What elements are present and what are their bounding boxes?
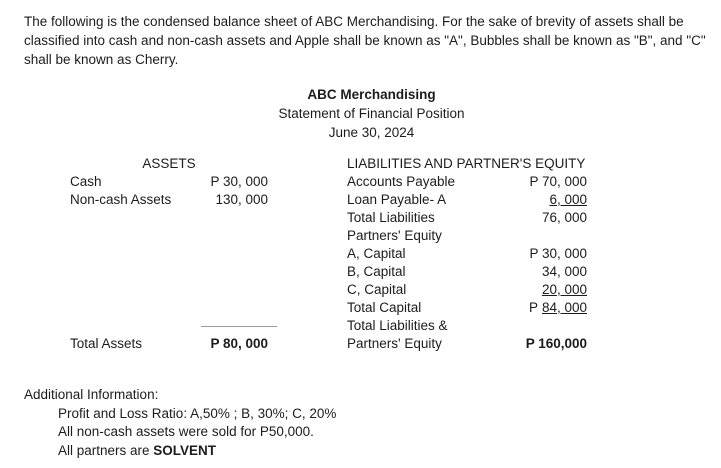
liabilities-equity-section-header: LIABILITIES AND PARTNER'S EQUITY	[347, 156, 586, 171]
loan-payable-amount	[495, 191, 587, 209]
cash-label: Cash	[70, 174, 102, 189]
loan-payable-amount-value: 6, 000	[549, 192, 587, 207]
intro-line-1: The following is the condensed balance sheet of ABC Merchandising. For the sake of brevity of assets shall be	[24, 14, 684, 29]
row-grand-total-label	[70, 317, 587, 335]
column-gap	[268, 191, 347, 209]
grand-total-label-line1: Total Liabilities &	[347, 318, 448, 333]
column-gap	[268, 173, 347, 191]
total-liabilities-amount: 76, 000	[541, 210, 587, 225]
row-noncash-loan-payable	[70, 191, 587, 209]
partners-equity-subheader: Partners' Equity	[347, 228, 442, 243]
balance-sheet-table	[70, 155, 587, 353]
total-assets-rule	[201, 326, 277, 327]
row-partners-equity-header	[70, 227, 587, 245]
intro-paragraph	[24, 12, 706, 69]
grand-total-amount: P 160,000	[525, 336, 587, 351]
total-capital-amount	[495, 299, 587, 317]
intro-line-2: classified into cash and non-cash assets and Apple shall be known as "A", Bubbles shall be known as "B", and "C"	[24, 33, 706, 48]
capital-c-label: C, Capital	[347, 282, 407, 297]
row-capital-b	[70, 263, 587, 281]
row-total-liabilities	[70, 209, 587, 227]
solvent-word: SOLVENT	[153, 442, 217, 458]
row-cash-accounts-payable	[70, 173, 587, 191]
row-total-capital	[70, 299, 587, 317]
grand-total-label-line2: Partners' Equity	[347, 336, 442, 351]
row-capital-c	[70, 281, 587, 299]
noncash-sold-line: All non-cash assets were sold for P50,000.	[58, 424, 314, 439]
accounts-payable-amount: P 70, 000	[529, 174, 587, 189]
total-assets-rule-cell	[180, 317, 268, 335]
row-capital-a	[70, 245, 587, 263]
total-capital-label: Total Capital	[347, 300, 422, 315]
company-name: ABC Merchandising	[307, 87, 436, 102]
capital-b-amount: 34, 000	[541, 264, 587, 279]
total-liabilities-label: Total Liabilities	[347, 210, 435, 225]
capital-b-label: B, Capital	[347, 264, 406, 279]
noncash-assets-label: Non-cash Assets	[70, 192, 172, 207]
loan-payable-label: Loan Payable- A	[347, 192, 447, 207]
intro-line-3: shall be known as Cherry.	[24, 52, 179, 67]
capital-c-amount-value: 20, 000	[541, 282, 587, 297]
additional-information	[24, 386, 336, 460]
statement-title: Statement of Financial Position	[278, 106, 465, 121]
row-totals	[70, 335, 587, 353]
statement-header	[0, 85, 721, 142]
total-assets-amount: P 80, 000	[210, 336, 268, 351]
statement-date: June 30, 2024	[328, 125, 415, 140]
column-gap	[268, 155, 347, 173]
total-capital-currency: P	[528, 300, 538, 315]
capital-a-amount: P 30, 000	[529, 246, 587, 261]
capital-c-amount	[495, 281, 587, 299]
assets-section-header: ASSETS	[142, 156, 196, 171]
accounts-payable-label: Accounts Payable	[347, 174, 456, 189]
solvent-line	[58, 442, 336, 461]
solvent-line-prefix: All partners are	[58, 442, 154, 458]
cash-amount: P 30, 000	[210, 174, 268, 189]
additional-information-title: Additional Information:	[24, 387, 159, 402]
capital-a-label: A, Capital	[347, 246, 406, 261]
total-capital-amount-value: 84, 000	[541, 300, 587, 315]
profit-loss-ratio-line: Profit and Loss Ratio: A,50% ; B, 30%; C, 20%	[58, 405, 337, 421]
noncash-assets-amount: 130, 000	[215, 192, 268, 207]
total-assets-label: Total Assets	[70, 336, 143, 351]
row-section-headers	[70, 155, 587, 173]
